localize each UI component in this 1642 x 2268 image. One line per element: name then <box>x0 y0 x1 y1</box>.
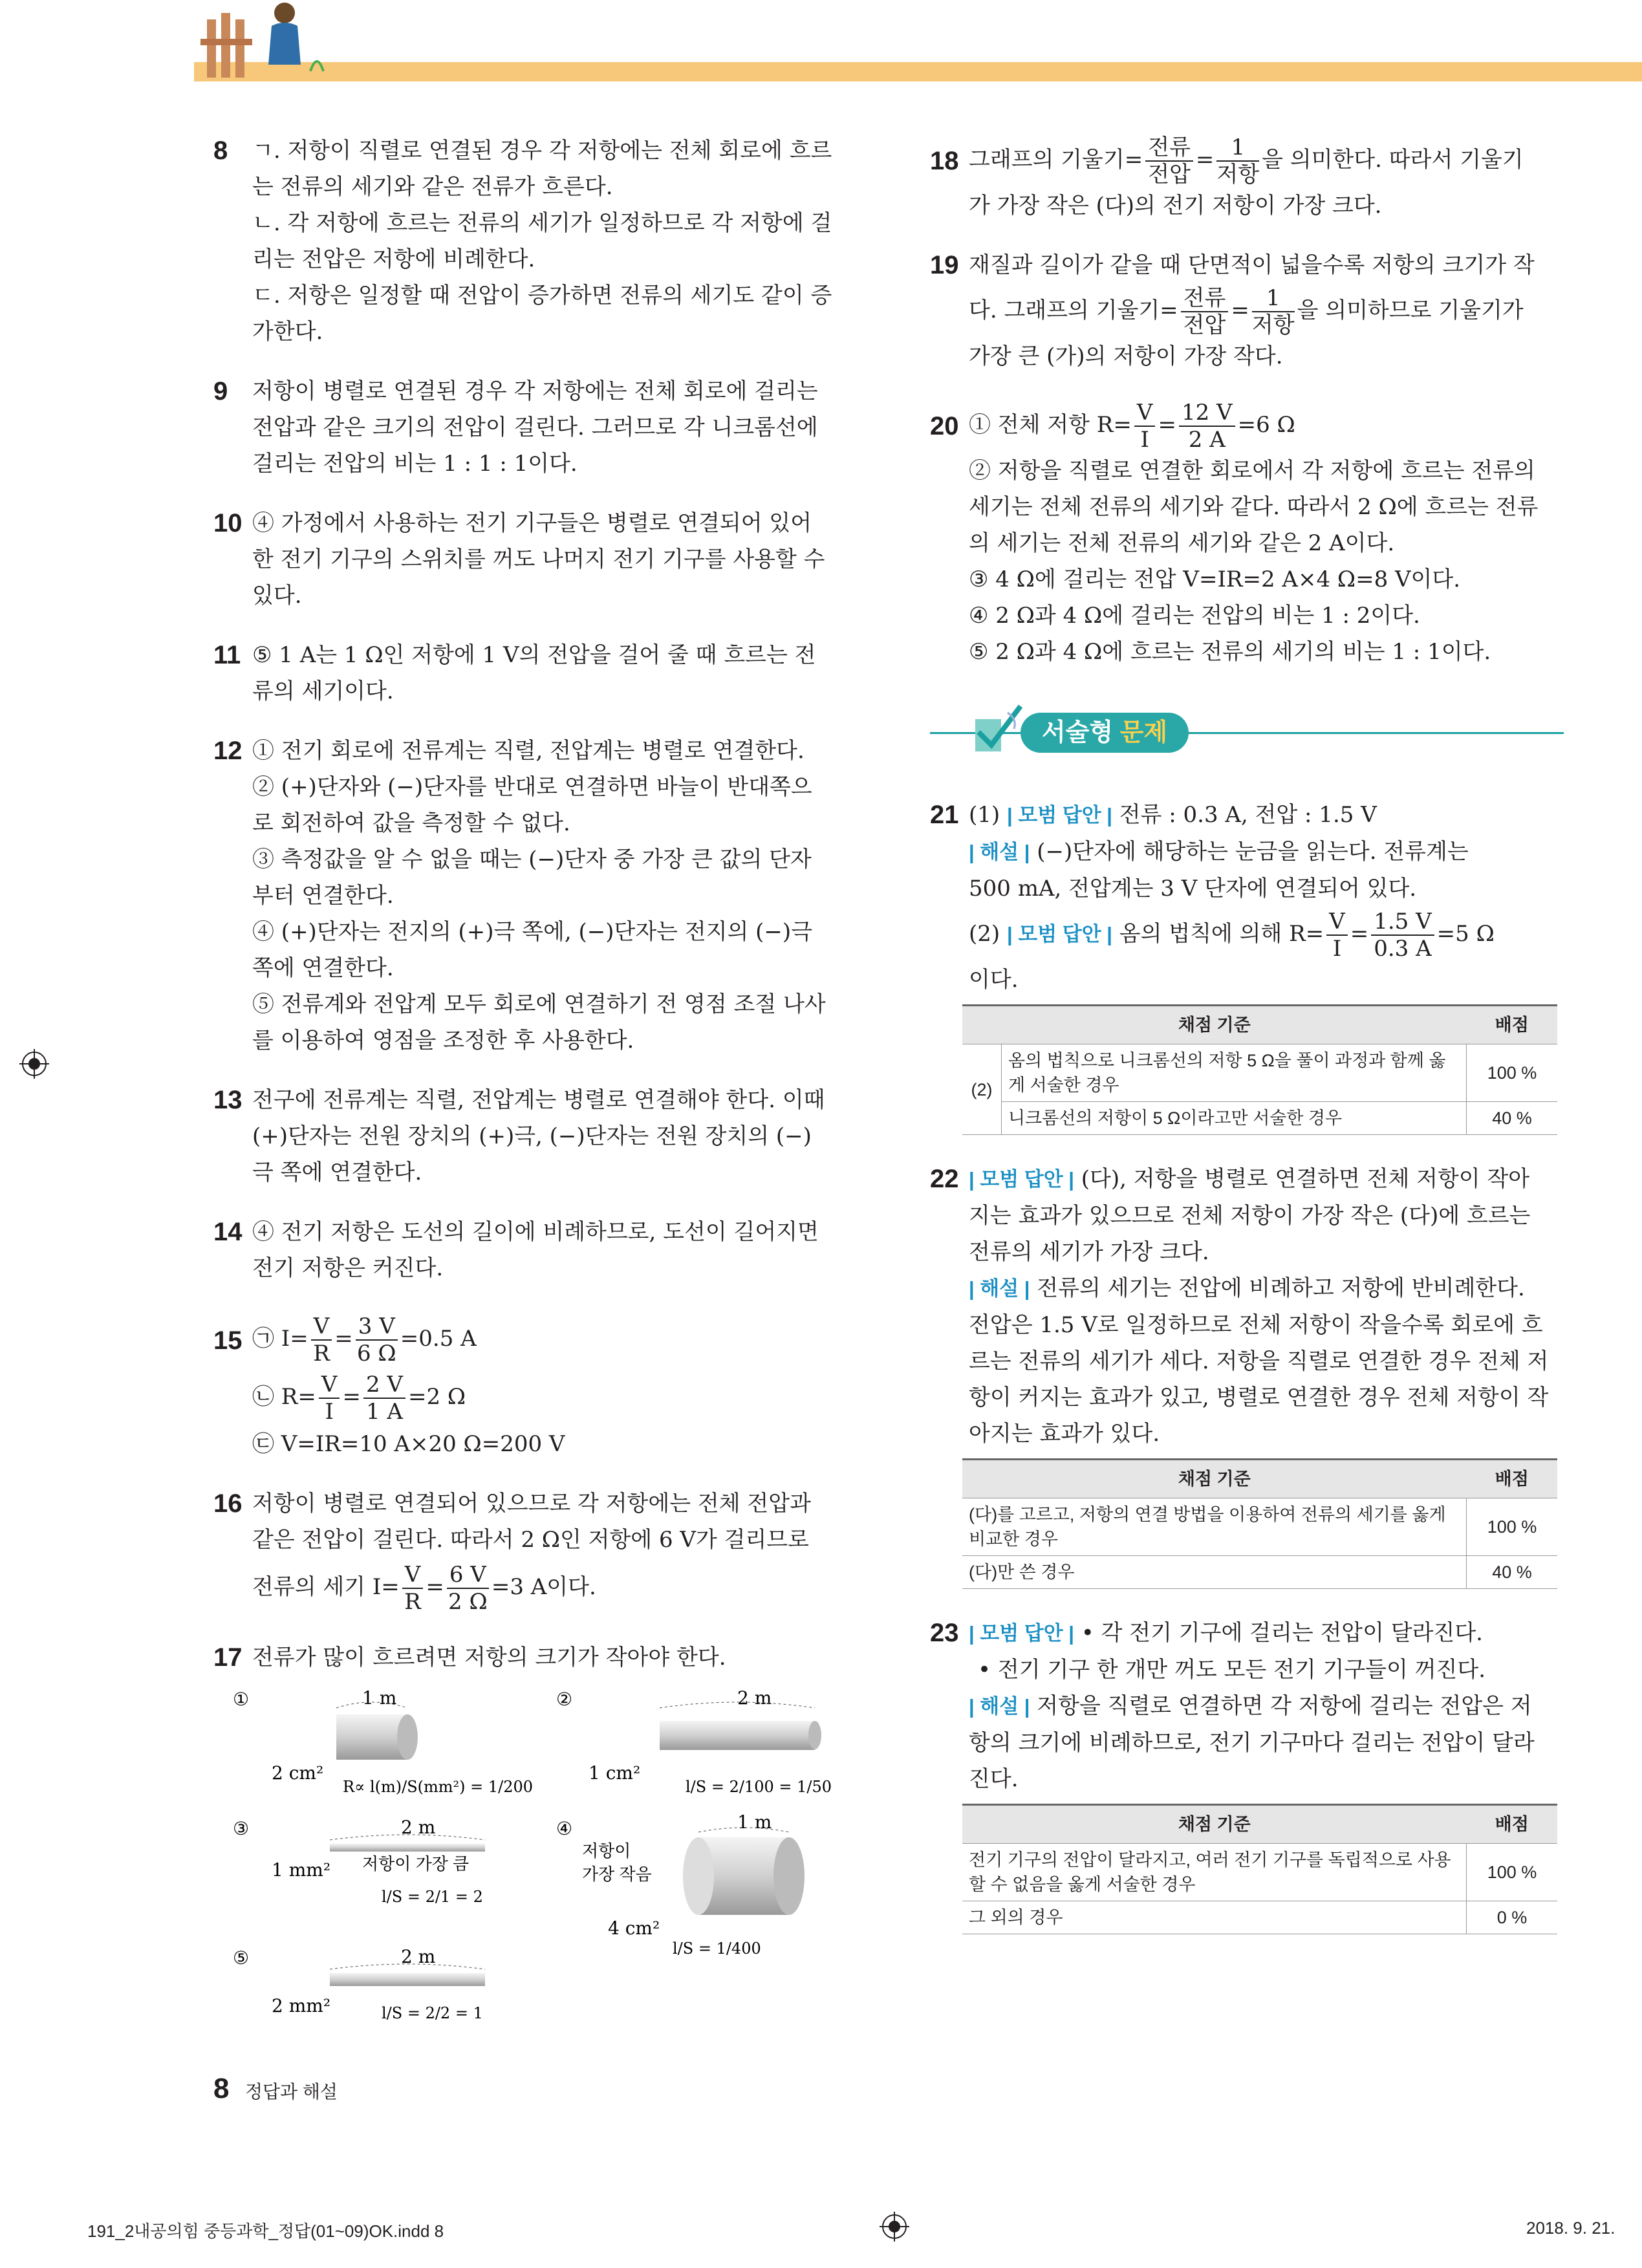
denominator: 2 A <box>1188 427 1226 453</box>
answer-line: 있다. <box>252 583 302 609</box>
denominator: R <box>313 1341 330 1366</box>
wire2-formula: l/S = 2/100 = 1/50 <box>686 1778 832 1796</box>
section-banner <box>930 693 1564 771</box>
answer-line: 세기는 전체 전류의 세기와 같다. 따라서 2 Ω에 흐르는 전류 <box>969 494 1539 520</box>
formula-line <box>252 1310 847 1368</box>
answer-15 <box>213 1310 847 1462</box>
answer-line: 항의 크기에 비례하므로, 전기 기구마다 걸리는 전압이 달라 <box>969 1730 1535 1756</box>
banner-title-main: 서술형 <box>1041 719 1114 746</box>
fraction <box>1134 400 1156 453</box>
wire4-note-line1: 저항이 <box>582 1841 631 1861</box>
page-number: 8 <box>213 2073 230 2104</box>
figure-label-4: ④ <box>556 1818 573 1839</box>
explanation-tag: | 해설 | <box>969 1277 1030 1300</box>
table-header: 배점 <box>1467 1460 1558 1498</box>
left-column <box>213 133 847 2044</box>
formula-text: ㉠ I= <box>252 1326 308 1352</box>
answer-line <box>969 797 1564 834</box>
answer-line: 가장 큰 (가)의 저항이 가장 작다. <box>969 343 1283 369</box>
wire5-cylinder <box>330 1973 485 1986</box>
answer-line: 쪽에 연결한다. <box>252 955 394 981</box>
denominator: 전압 <box>1148 162 1191 188</box>
answer-line: ④ (+)단자는 전지의 (+)극 쪽에, (−)단자는 전지의 (−)극 <box>252 919 813 945</box>
wire2-length: 2 m <box>737 1687 772 1709</box>
formula-text: 을 의미한다. 따라서 기울기 <box>1262 147 1524 173</box>
table-cell: (다)만 쓴 경우 <box>962 1556 1467 1589</box>
wire5-length: 2 m <box>401 1946 436 1967</box>
question-number: 17 <box>213 1643 243 1672</box>
answer-line: ② 저항을 직렬로 연결한 회로에서 각 저항에 흐르는 전류의 <box>969 458 1535 484</box>
answer-line: 지는 효과가 있으므로 전체 저항이 가장 작은 (다)에 흐르는 <box>969 1203 1531 1229</box>
answer-line: 류의 세기이다. <box>252 678 394 704</box>
numerator: 1 <box>1216 135 1259 162</box>
answer-line: 가한다. <box>252 319 323 345</box>
formula-text: ① 전체 저항 R= <box>969 412 1132 438</box>
answer-text: 전류 : 0.3 A, 전압 : 1.5 V <box>1112 802 1377 828</box>
answer-line: 로 회전하여 값을 측정할 수 없다. <box>252 810 570 836</box>
numerator: 전류 <box>1181 285 1229 312</box>
model-answer-tag: | 모범 답안 | <box>1006 804 1112 826</box>
question-number: 11 <box>213 641 241 669</box>
answer-19 <box>930 247 1564 374</box>
formula-text: 다. 그래프의 기울기= <box>969 297 1178 323</box>
figure-label-3: ③ <box>233 1818 250 1839</box>
numerator: 3 V <box>356 1313 398 1341</box>
numerator: 12 V <box>1179 400 1235 427</box>
formula-text: = <box>1231 297 1249 323</box>
explanation-tag: | 해설 | <box>969 841 1030 863</box>
formula-text: =3 A이다. <box>491 1574 596 1600</box>
answer-line: ㄷ. 저항은 일정할 때 전압이 증가하면 전류의 세기도 같이 증 <box>252 283 832 308</box>
answer-18 <box>930 133 1564 224</box>
table-header: 채점 기준 <box>962 1805 1467 1844</box>
answer-line: (+)단자는 전원 장치의 (+)극, (−)단자는 전원 장치의 (−) <box>252 1123 812 1149</box>
fraction <box>447 1562 489 1615</box>
registration-mark-icon <box>19 1049 49 1079</box>
question-number: 8 <box>213 136 228 165</box>
formula-line <box>252 1558 847 1616</box>
formula-text: =5 Ω <box>1436 921 1495 947</box>
formula-line <box>969 283 1564 338</box>
fraction <box>1145 135 1193 188</box>
numerator: 6 V <box>447 1562 489 1589</box>
answer-line: 전압과 같은 크기의 전압이 걸린다. 그러므로 각 니크롬선에 <box>252 415 818 440</box>
answer-line: 재질과 길이가 같을 때 단면적이 넓을수록 저항의 크기가 작 <box>969 252 1535 278</box>
table-score: 40 % <box>1467 1556 1558 1589</box>
denominator: 0.3 A <box>1374 936 1432 962</box>
wire1-cylinder <box>336 1714 407 1760</box>
answer-8 <box>213 133 847 350</box>
answer-line: ④ 가정에서 사용하는 전기 기구들은 병렬로 연결되어 있어 <box>252 510 812 536</box>
answer-line: ② (+)단자와 (−)단자를 반대로 연결하면 바늘이 반대쪽으 <box>252 774 812 800</box>
answer-line: ④ 전기 저항은 도선의 길이에 비례하므로, 도선이 길어지면 <box>252 1219 819 1245</box>
answer-line: 의 세기는 전체 전류의 세기와 같은 2 A이다. <box>969 530 1395 556</box>
table-score: 100 % <box>1467 1044 1558 1102</box>
answer-line: 전기 저항은 커진다. <box>252 1255 444 1281</box>
wire5-formula: l/S = 2/2 = 1 <box>382 2004 483 2022</box>
banner-title-accent: 문제 <box>1113 719 1168 746</box>
formula-line <box>969 133 1564 188</box>
wire3-formula: l/S = 2/1 = 2 <box>382 1888 483 1906</box>
question-number: 9 <box>213 377 228 405</box>
denominator: 1 A <box>365 1399 403 1425</box>
model-answer-tag: | 모범 답안 | <box>1006 923 1112 945</box>
question-number: 16 <box>213 1489 243 1518</box>
explanation-tag: | 해설 | <box>969 1695 1030 1718</box>
wire1-end <box>397 1714 418 1760</box>
answer-line: 전압은 1.5 V로 일정하므로 전체 저항이 작을수록 회로에 흐 <box>969 1312 1543 1338</box>
answer-12 <box>213 733 847 1059</box>
answer-line: 저항이 병렬로 연결된 경우 각 저항에는 전체 회로에 걸리는 <box>252 378 818 404</box>
fraction <box>1326 909 1348 962</box>
answer-line: 전류의 세기가 가장 크다. <box>969 1239 1209 1265</box>
fraction <box>363 1372 405 1425</box>
wire1-length: 1 m <box>362 1687 397 1709</box>
answer-line: ⑤ 전류계와 전압계 모두 회로에 연결하기 전 영점 조절 나사 <box>252 991 826 1017</box>
answer-line: 진다. <box>969 1766 1019 1792</box>
wire4-note-line2: 가장 작음 <box>582 1864 652 1884</box>
answer-line <box>969 1615 1564 1652</box>
answer-11 <box>213 637 847 709</box>
table-cell: 그 외의 경우 <box>962 1901 1467 1934</box>
page-footer <box>213 2073 338 2105</box>
wire1-formula: R∝ l(m)/S(mm²) = 1/200 <box>343 1778 534 1796</box>
answer-line: 항이 커지는 효과가 있고, 병렬로 연결한 경우 전체 저항이 작 <box>969 1385 1549 1410</box>
wire3-length: 2 m <box>401 1817 436 1838</box>
wire2-end <box>808 1721 821 1749</box>
figure-label-5: ⑤ <box>233 1947 250 1969</box>
answer-line: ① 전기 회로에 전류계는 직렬, 전압계는 병렬로 연결한다. <box>252 738 805 764</box>
fraction <box>319 1372 340 1425</box>
denominator: 전압 <box>1183 312 1226 338</box>
formula-text: = <box>334 1326 353 1352</box>
wire2-cylinder <box>660 1721 815 1750</box>
numerator: 1 <box>1252 285 1295 312</box>
question-number: 18 <box>930 147 959 175</box>
answer-line: 한 전기 기구의 스위치를 꺼도 나머지 전기 기구를 사용할 수 <box>252 546 825 572</box>
model-answer-tag: | 모범 답안 | <box>969 1622 1074 1645</box>
answer-10 <box>213 505 847 614</box>
formula-text: =0.5 A <box>400 1326 477 1352</box>
formula-text: = <box>1195 147 1215 173</box>
answer-line: 저항이 병렬로 연결되어 있으므로 각 저항에는 전체 전압과 <box>252 1491 811 1517</box>
answer-line: ㄱ. 저항이 직렬로 연결된 경우 각 저항에는 전체 회로에 흐르 <box>252 138 832 164</box>
answer-23 <box>930 1615 1564 1797</box>
wire1-area: 2 cm² <box>272 1762 324 1784</box>
fraction <box>1252 285 1295 338</box>
answer-line: 리는 전압은 저항에 비례한다. <box>252 246 535 272</box>
answer-line: 전류가 많이 흐르려면 저항의 크기가 작아야 한다. <box>252 1645 726 1670</box>
denominator: 6 Ω <box>356 1341 396 1366</box>
registration-mark-icon <box>880 2212 909 2241</box>
formula-line <box>252 1368 847 1426</box>
answer-line: ③ 4 Ω에 걸리는 전압 V=IR=2 A×4 Ω=8 V이다. <box>969 567 1461 592</box>
question-number: 21 <box>930 801 959 829</box>
answer-17 <box>213 1639 847 1676</box>
fraction <box>1371 909 1434 962</box>
formula-line <box>969 907 1564 962</box>
section-title: 정답과 해설 <box>244 2082 338 2102</box>
answer-16 <box>213 1485 847 1616</box>
wire4-length: 1 m <box>737 1811 772 1833</box>
wire4-end <box>773 1837 805 1915</box>
answer-text: 저항을 직렬로 연결하면 각 저항에 걸리는 전압은 저 <box>1030 1693 1532 1719</box>
answer-line: 이다. <box>969 967 1019 993</box>
figure-label-1: ① <box>233 1689 250 1710</box>
answer-text: (다), 저항을 병렬로 연결하면 전체 저항이 작아 <box>1074 1166 1530 1192</box>
wire5-area: 2 mm² <box>272 1995 331 2016</box>
model-answer-tag: | 모범 답안 | <box>969 1168 1074 1191</box>
wire4-face <box>683 1837 714 1915</box>
table-cell: (다)를 고르고, 저항의 연결 방법을 이용하여 전류의 세기를 옳게 비교한 경우 <box>962 1498 1467 1556</box>
answer-line: ⑤ 1 A는 1 Ω인 저항에 1 V의 전압을 걸어 줄 때 흐르는 전 <box>252 642 816 668</box>
formula-line: ㉢ V=IR=10 A×20 Ω=200 V <box>252 1431 565 1457</box>
answer-22 <box>930 1161 1564 1452</box>
part-label: (1) <box>969 802 1007 828</box>
denominator: I <box>325 1399 334 1425</box>
answer-line <box>969 1270 1564 1307</box>
numerator: V <box>1134 400 1156 427</box>
checkmark-icon <box>969 700 1027 758</box>
answer-line: 극 쪽에 연결한다. <box>252 1160 422 1185</box>
answer-9 <box>213 373 847 482</box>
answer-21 <box>930 797 1564 998</box>
question-number: 22 <box>930 1165 959 1193</box>
table-subpart: (2) <box>962 1044 1002 1135</box>
answer-line <box>969 1688 1564 1725</box>
table-header: 배점 <box>1467 1805 1558 1844</box>
formula-text: 을 의미하므로 기울기가 <box>1297 297 1524 323</box>
file-slug: 191_2내공의힘 중등과학_정답(01~09)OK.indd 8 <box>87 2221 444 2241</box>
wire-diagram <box>233 1682 854 2044</box>
formula-text: = <box>1158 412 1176 438</box>
denominator: R <box>404 1589 421 1615</box>
answer-line: 전구에 전류계는 직렬, 전압계는 병렬로 연결해야 한다. 이때 <box>252 1087 825 1113</box>
fraction <box>356 1313 398 1366</box>
question-number: 12 <box>213 737 243 765</box>
answer-line: 500 mA, 전압계는 3 V 단자에 연결되어 있다. <box>969 876 1417 902</box>
banner-title <box>1021 713 1189 753</box>
formula-text: 전류의 세기 I= <box>252 1574 400 1600</box>
answer-line <box>969 1161 1564 1198</box>
table-score: 0 % <box>1467 1901 1558 1934</box>
denominator: 저항 <box>1251 312 1295 338</box>
resistance-wire-figure <box>233 1682 854 2044</box>
table-header: 채점 기준 <box>962 1460 1467 1498</box>
table-cell: 옴의 법칙으로 니크롬선의 저항 5 Ω을 풀이 과정과 함께 옳게 서술한 경우 <box>1002 1044 1467 1102</box>
question-number: 20 <box>930 412 959 440</box>
answer-line: 아지는 효과가 있다. <box>969 1421 1160 1447</box>
question-number: 15 <box>213 1326 243 1355</box>
question-number: 23 <box>930 1619 959 1647</box>
table-score: 100 % <box>1467 1844 1558 1901</box>
formula-text: = <box>426 1574 444 1600</box>
numerator: V <box>402 1562 424 1589</box>
denominator: 저항 <box>1216 162 1260 188</box>
fraction <box>1181 285 1229 338</box>
table-cell: 전기 기구의 전압이 달라지고, 여러 전기 기구를 독립적으로 사용할 수 없음을 옳게 서술한 경우 <box>962 1844 1467 1901</box>
header-bar <box>194 62 1642 81</box>
numerator: V <box>311 1313 332 1341</box>
header-illustration <box>194 0 349 87</box>
figure-label-2: ② <box>556 1689 573 1710</box>
wire2-area: 1 cm² <box>589 1762 641 1784</box>
answer-line: ⑤ 2 Ω과 4 Ω에 흐르는 전류의 세기의 비는 1 : 1이다. <box>969 639 1491 665</box>
answer-line: 가 가장 작은 (다)의 전기 저항이 가장 크다. <box>969 193 1382 219</box>
numerator: V <box>1326 909 1348 936</box>
formula-text: = <box>1350 921 1369 947</box>
formula-text: =6 Ω <box>1237 412 1295 438</box>
table-score: 40 % <box>1467 1102 1558 1135</box>
answer-14 <box>213 1214 847 1286</box>
answer-13 <box>213 1082 847 1191</box>
fraction <box>1179 400 1235 453</box>
date-slug: 2018. 9. 21. <box>1526 2218 1615 2238</box>
grading-table-21 <box>962 1004 1557 1135</box>
answer-line: 부터 연결한다. <box>252 883 394 909</box>
answer-line: 걸리는 전압의 비는 1 : 1 : 1이다. <box>252 451 578 477</box>
wire3-note: 저항이 가장 큼 <box>362 1854 470 1874</box>
answer-line: 를 이용하여 영점을 조정한 후 사용한다. <box>252 1028 634 1053</box>
answer-line: ③ 측정값을 알 수 없을 때는 (−)단자 중 가장 큰 값의 단자 <box>252 847 812 872</box>
question-number: 13 <box>213 1086 243 1114</box>
answer-line: ④ 2 Ω과 4 Ω에 걸리는 전압의 비는 1 : 2이다. <box>969 603 1420 629</box>
grading-table-22 <box>962 1458 1557 1589</box>
numerator: V <box>319 1372 340 1399</box>
numerator: 2 V <box>363 1372 405 1399</box>
wire4-area: 4 cm² <box>608 1917 660 1939</box>
answer-line: 르는 전류의 세기가 세다. 저항을 직렬로 연결한 경우 전체 저 <box>969 1348 1549 1374</box>
answer-text: • 각 전기 기구에 걸리는 전압이 달라진다. <box>1074 1620 1483 1646</box>
wire3-area: 1 mm² <box>272 1859 331 1881</box>
question-number: 10 <box>213 509 243 537</box>
answer-text: 전류의 세기는 전압에 비례하고 저항에 반비례한다. <box>1030 1275 1525 1301</box>
table-cell: 니크롬선의 저항이 5 Ω이라고만 서술한 경우 <box>1002 1102 1467 1135</box>
question-number: 19 <box>930 251 959 279</box>
numerator: 전류 <box>1145 135 1193 162</box>
wire3-cylinder <box>330 1844 485 1852</box>
answer-line: • 전기 기구 한 개만 꺼도 모든 전기 기구들이 꺼진다. <box>978 1657 1486 1683</box>
formula-text: =2 Ω <box>407 1384 466 1410</box>
right-column <box>930 133 1564 1960</box>
denominator: 2 Ω <box>448 1589 488 1615</box>
fraction <box>311 1313 332 1366</box>
fraction <box>402 1562 424 1615</box>
part-label: (2) <box>969 921 1007 947</box>
table-header: 배점 <box>1467 1006 1558 1044</box>
formula-text: 옴의 법칙에 의해 R= <box>1112 921 1324 947</box>
denominator: I <box>1332 936 1342 962</box>
table-score: 100 % <box>1467 1498 1558 1556</box>
wire4-formula: l/S = 1/400 <box>673 1939 761 1958</box>
answer-line <box>969 834 1564 870</box>
fraction <box>1216 135 1259 188</box>
formula-text: ㉡ R= <box>252 1384 316 1410</box>
question-number: 14 <box>213 1218 243 1246</box>
grading-table-23 <box>962 1804 1557 1934</box>
answer-line: 는 전류의 세기와 같은 전류가 흐른다. <box>252 174 613 200</box>
formula-line <box>969 398 1564 453</box>
answer-line: ㄴ. 각 저항에 흐르는 전류의 세기가 일정하므로 각 저항에 걸 <box>252 210 832 236</box>
table-header: 채점 기준 <box>962 1006 1467 1044</box>
formula-text: = <box>342 1384 361 1410</box>
numerator: 1.5 V <box>1371 909 1434 936</box>
denominator: I <box>1140 427 1149 453</box>
answer-20 <box>930 398 1564 670</box>
answer-line: 같은 전압이 걸린다. 따라서 2 Ω인 저항에 6 V가 걸리므로 <box>252 1527 809 1553</box>
formula-text: 그래프의 기울기= <box>969 147 1143 173</box>
answer-text: (−)단자에 해당하는 눈금을 읽는다. 전류계는 <box>1030 839 1469 865</box>
